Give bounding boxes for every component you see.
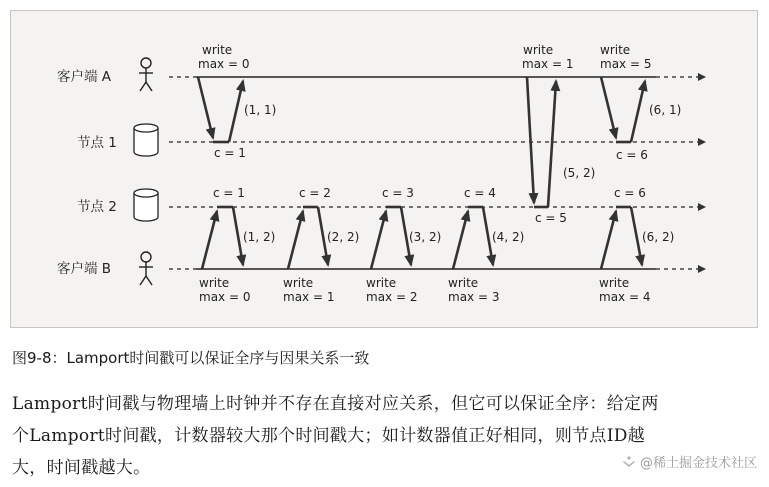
max-label: max = 2 [366, 290, 418, 304]
node-2-database-icon [134, 189, 158, 221]
watermark-text: @稀土掘金技术社区 [639, 456, 757, 471]
max-label: max = 5 [600, 57, 652, 71]
response-arrow [548, 81, 556, 207]
request-arrow [202, 211, 217, 269]
counter-label: c = 3 [382, 186, 414, 200]
write-label: write [366, 276, 397, 290]
request-arrow [288, 211, 303, 269]
max-label: max = 4 [599, 290, 651, 304]
body-line: 大，时间戳越大。 [12, 458, 151, 478]
request-arrow [527, 77, 534, 203]
counter-label: c = 1 [213, 186, 245, 200]
counter-label: c = 1 [214, 146, 246, 160]
write-label: write [448, 276, 479, 290]
node-1-label: 节点 1 [77, 135, 117, 151]
reply-label: (1, 1) [244, 103, 277, 117]
request-arrow [601, 211, 616, 269]
figure-caption: 图9-8：Lamport时间戳可以保证全序与因果关系一致 [12, 349, 370, 367]
reply-label: (6, 2) [642, 230, 675, 244]
client-b-person-icon [139, 252, 153, 285]
request-arrow [198, 77, 213, 138]
max-label: max = 0 [198, 57, 250, 71]
reply-label: (3, 2) [409, 230, 442, 244]
juejin-logo-icon [622, 455, 636, 469]
counter-label: c = 4 [464, 186, 496, 200]
max-label: max = 1 [283, 290, 335, 304]
node-1-database-icon [134, 124, 158, 156]
reply-label: (5, 2) [563, 166, 596, 180]
counter-label: c = 5 [535, 211, 567, 225]
counter-label: c = 2 [299, 186, 331, 200]
reply-label: (2, 2) [327, 230, 360, 244]
client-a-person-icon [139, 58, 153, 91]
response-arrow [229, 81, 243, 142]
response-arrow [631, 81, 645, 142]
figure-panel [10, 10, 758, 328]
max-label: max = 1 [522, 57, 574, 71]
write-label: write [600, 43, 631, 57]
counter-label: c = 6 [614, 186, 646, 200]
client-b-label: 客户端 B [57, 261, 112, 277]
write-label: write [202, 43, 233, 57]
request-arrow [453, 211, 468, 269]
client-a-label: 客户端 A [57, 69, 112, 85]
node-2-label: 节点 2 [77, 199, 117, 215]
reply-label: (1, 2) [243, 230, 276, 244]
counter-label: c = 6 [616, 148, 648, 162]
write-label: write [283, 276, 314, 290]
watermark [622, 452, 757, 471]
response-arrow [233, 207, 243, 265]
max-label: max = 3 [448, 290, 500, 304]
max-label: max = 0 [199, 290, 251, 304]
write-label: write [523, 43, 554, 57]
request-arrow [371, 211, 386, 269]
response-arrow [631, 207, 642, 265]
reply-label: (6, 1) [649, 103, 682, 117]
body-line: 个Lamport时间戳，计数器较大那个时间戳大；如计数器值正好相同，则节点ID越 [12, 426, 645, 446]
request-arrow [601, 77, 616, 138]
write-label: write [599, 276, 630, 290]
lamport-diagram [11, 11, 759, 329]
body-line: Lamport时间戳与物理墙上时钟并不存在直接对应关系，但它可以保证全序：给定两 [12, 394, 659, 414]
write-label: write [199, 276, 230, 290]
reply-label: (4, 2) [492, 230, 525, 244]
